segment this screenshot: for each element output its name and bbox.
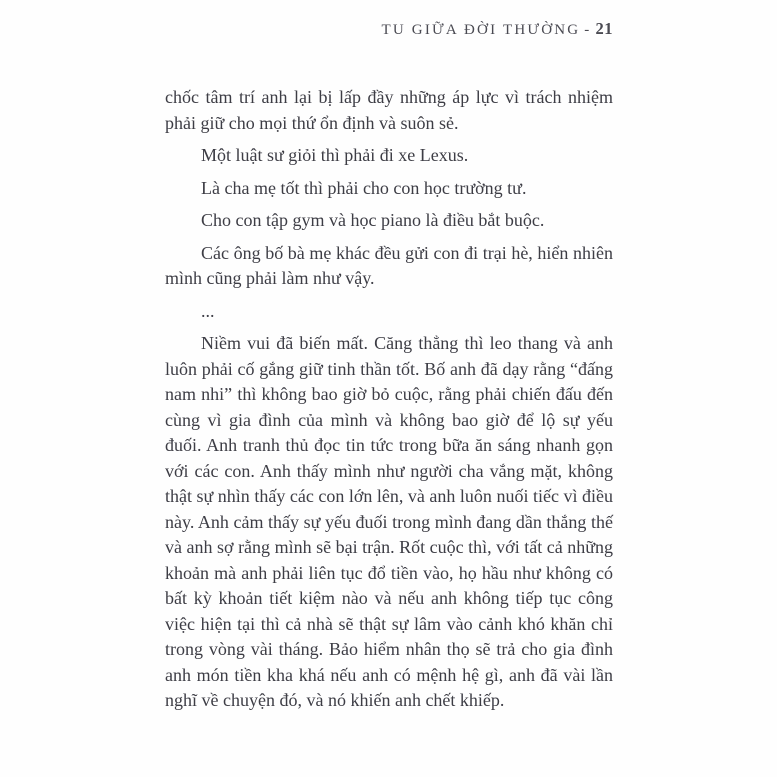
paragraph-continuation: chốc tâm trí anh lại bị lấp đầy những áp lực vì trách nhiệm phải giữ cho mọi thứ ổn định và suôn sẻ. [165, 87, 613, 133]
running-header [165, 19, 613, 39]
paragraph-lexus: Một luật sư giỏi thì phải đi xe Lexus. [201, 145, 469, 165]
paragraph-gym-piano: Cho con tập gym và học piano là điều bắt buộc. [201, 210, 545, 230]
paragraph-private-school: Là cha mẹ tốt thì phải cho con học trường tư. [201, 177, 527, 198]
header-separator: - [584, 22, 592, 38]
paragraph-summer-camp: Các ông bố bà mẹ khác đều gửi con đi trại hè, hiển nhiên mình cũng phải làm như vậy. [165, 242, 613, 288]
running-title: TU GIỮA ĐỜI THƯỜNG [381, 22, 581, 38]
paragraph-main: Niềm vui đã biến mất. Căng thẳng thì leo thang và anh luôn phải cố gắng giữ tinh thần tốt. Bố anh đã dạy rằng “đấng nam nhi” thì không bao giờ bỏ cuộc, rằng phải chiến đấu đến cùng vì gia đình của mình và không bao giờ để lộ sự yếu đuối. Anh tranh thủ đọc tin tức trong bữa ăn sáng nhanh gọn với các con. Anh thấy mình như người cha vắng mặt, không thật sự nhìn thấy các con lớn lên, và anh luôn nuối tiếc vì điều này. Anh cảm thấy sự yếu đuối trong mình đang dần thắng thế và anh sợ rằng mình sẽ bại trận. Rốt cuộc thì, với tất cả những khoản mà anh phải liên tục đổ tiền vào, họ hầu như không có bất kỳ khoản tiết kiệm nào và nếu anh không tiếp tục công việc hiện tại thì cả nhà sẽ thật sự lâm vào cảnh khó khăn chỉ trong vòng vài tháng. Bảo hiểm nhân thọ sẽ trả cho gia đình anh món tiền kha khá nếu anh có mệnh hệ gì, anh đã vài lần nghĩ về chuyện đó, và nó khiến anh chết khiếp. [165, 333, 613, 710]
paragraph-ellipsis: ... [201, 300, 215, 321]
page-number: 21 [595, 19, 613, 38]
page-body [165, 85, 613, 721]
